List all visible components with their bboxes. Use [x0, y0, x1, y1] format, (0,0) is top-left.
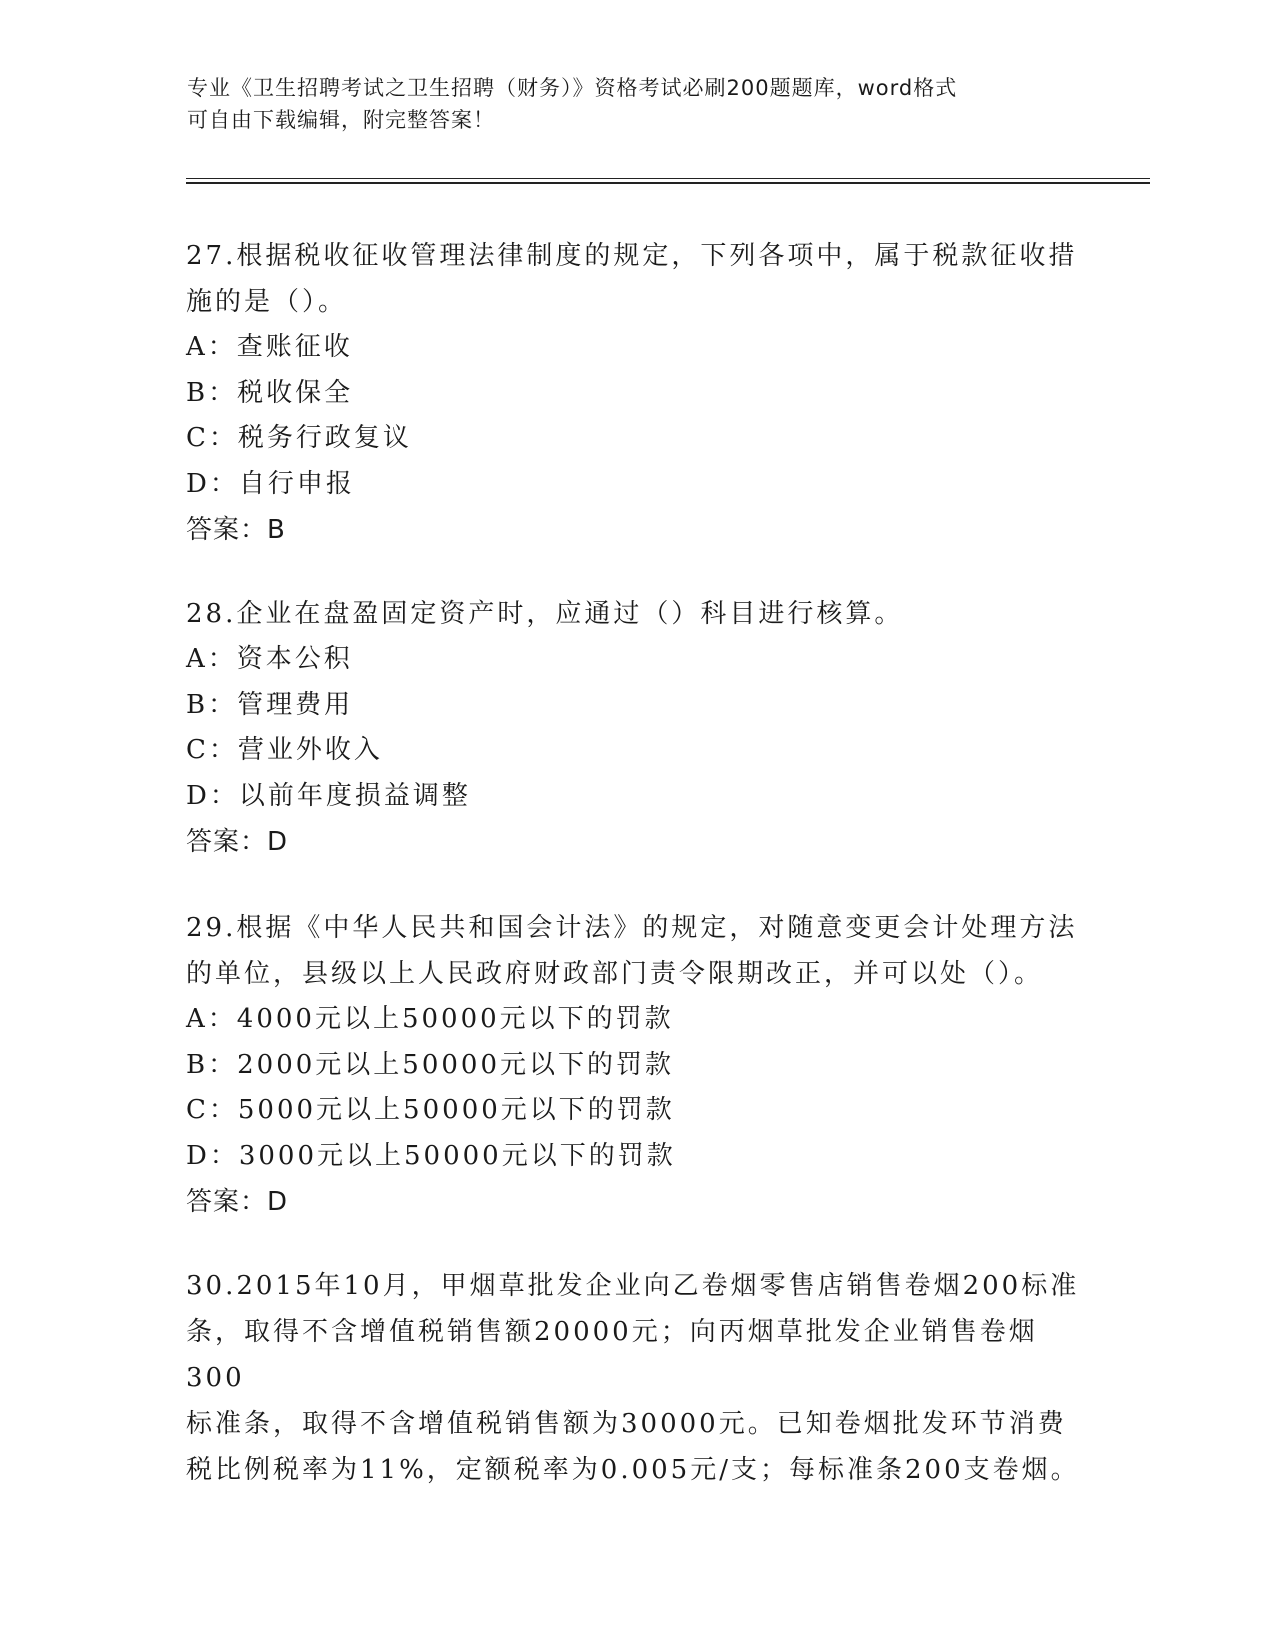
- question-list: [186, 233, 1086, 1531]
- option-d: D：自行申报: [186, 468, 355, 499]
- answer-line: 答案：D: [186, 1187, 289, 1217]
- question-27: [186, 233, 1086, 553]
- option-c: C：税务行政复议: [186, 423, 412, 453]
- option-a: A：4000元以上50000元以下的罚款: [186, 1004, 674, 1034]
- question-text: [186, 233, 1086, 325]
- header-divider-thin: [186, 178, 1150, 179]
- option-d: D：以前年度损益调整: [186, 780, 471, 811]
- document-header: [187, 72, 1087, 136]
- answer-line: 答案：B: [186, 515, 286, 545]
- option-c: C：5000元以上50000元以下的罚款: [186, 1095, 675, 1125]
- question-text-line: 条，取得不含增值税销售额20000元；向丙烟草批发企业销售卷烟300: [186, 1317, 1038, 1393]
- header-line-1: 专业《卫生招聘考试之卫生招聘（财务）》资格考试必刷200题题库，word格式: [187, 76, 958, 100]
- option-b: B：管理费用: [186, 689, 354, 720]
- question-text: [186, 1263, 1086, 1493]
- question-text-line: 28.企业在盘盈固定资产时，应通过（）科目进行核算。: [186, 599, 904, 629]
- question-text-line: 的单位，县级以上人民政府财政部门责令限期改正，并可以处（）。: [186, 959, 1044, 989]
- option-d: D：3000元以上50000元以下的罚款: [186, 1140, 676, 1171]
- question-text-line: 29.根据《中华人民共和国会计法》的规定，对随意变更会计处理方法: [186, 913, 1078, 943]
- question-text-line: 30.2015年10月，甲烟草批发企业向乙卷烟零售店销售卷烟200标准: [186, 1271, 1080, 1301]
- option-a: A：资本公积: [186, 644, 353, 674]
- question-text-line: 施的是（）。: [186, 287, 348, 317]
- question-text-line: 标准条，取得不含增值税销售额为30000元。已知卷烟批发环节消费: [186, 1409, 1067, 1439]
- question-text-line: 27.根据税收征收管理法律制度的规定，下列各项中，属于税款征收措: [186, 241, 1078, 271]
- question-text-line: 税比例税率为11%，定额税率为0.005元/支；每标准条200支卷烟。: [186, 1455, 1080, 1485]
- header-line-2: 可自由下载编辑，附完整答案！: [187, 108, 495, 132]
- question-28: [186, 591, 1086, 865]
- question-30: [186, 1263, 1086, 1493]
- question-text: [186, 905, 1086, 997]
- option-b: B：税收保全: [186, 377, 354, 408]
- question-text: [186, 591, 1086, 637]
- option-b: B：2000元以上50000元以下的罚款: [186, 1049, 674, 1080]
- option-c: C：营业外收入: [186, 735, 383, 765]
- question-29: [186, 905, 1086, 1225]
- option-a: A：查账征收: [186, 332, 353, 362]
- answer-line: 答案：D: [186, 827, 289, 857]
- header-divider-thick: [186, 182, 1150, 184]
